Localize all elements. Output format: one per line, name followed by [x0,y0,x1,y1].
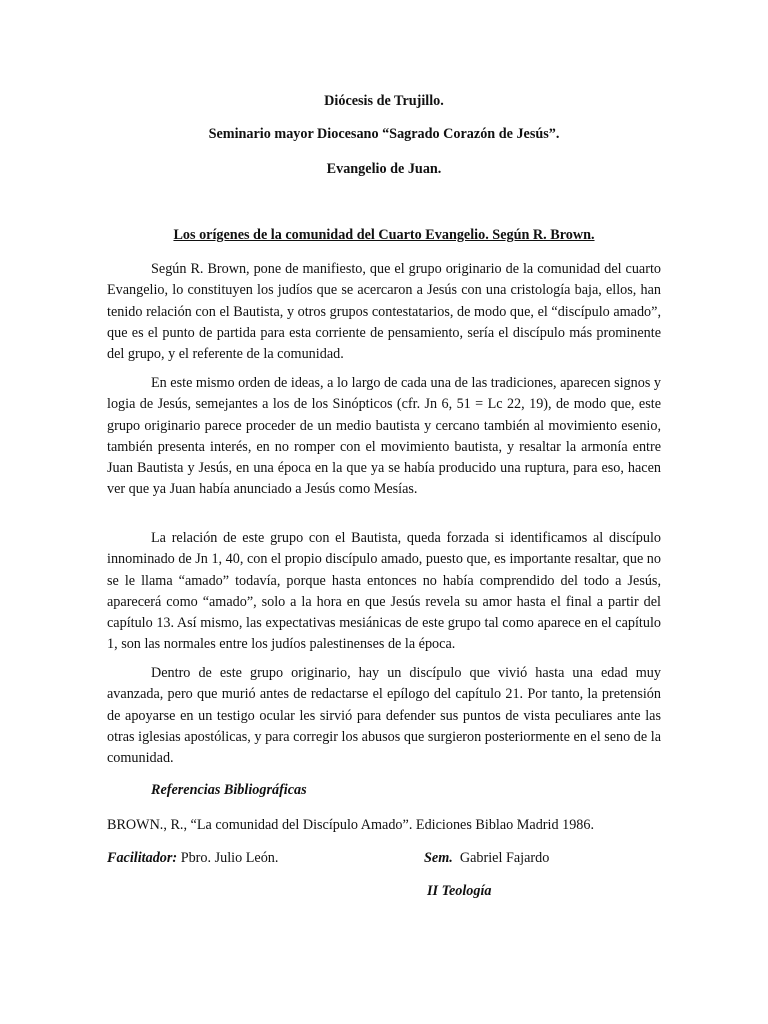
document-title: Los orígenes de la comunidad del Cuarto Evangelio. Según R. Brown. [173,227,595,243]
paragraph-2: En este mismo orden de ideas, a lo largo de cada una de las tradiciones, aparecen signos y logia de Jesús, semejantes a los de los Sinópticos (cfr. Jn 6, 51 = Lc 22, 19), de modo que, este grupo originario parece proceder de un medio bautista y cercano también al movimiento esenio, también presenta interés, en no romper con el movimiento bautista, y resaltar la armonía entre Juan Bautista y Jesús, en una época en la que ya se había producido una ruptura, para eso, hacen ver que ya Juan había anunciado a Jesús como Mesías. [107,375,661,498]
seminarian-name: Gabriel Fajardo [452,850,550,866]
seminarian-block [424,849,549,867]
paragraph-1: Según R. Brown, pone de manifiesto, que el grupo originario de la comunidad del cuarto Evangelio, lo constituyen los judíos que se acercaron a Jesús con una cristología baja, ellos, han tenido relación con el Bautista, y otros grupos contestatarios, de modo que, el “discípulo amado”, que es el punto de partida para esta corriente de pensamiento, sería el discípulo más prominente del grupo, y el referente de la comunidad. [107,261,661,363]
facilitator-label: Facilitador: [107,850,178,866]
seminarian-label: Sem. [424,850,453,866]
references-heading: Referencias Bibliográficas [151,782,307,798]
paragraph-4: Dentro de este grupo originario, hay un discípulo que vivió hasta una edad muy avanzada, pero que murió antes de redactarse el epílogo del capítulo 21. Por tanto, la pretensión de apoyarse en un testigo ocular les sirvió para defender sus puntos de vista peculiares ante las otras iglesias apostólicas, y para corregir los abusos que surgieron posteriormente en el seno de la comunidad. [107,665,661,767]
paragraph-3: La relación de este grupo con el Bautista, queda forzada si identificamos al discípulo innominado de Jn 1, 40, con el propio discípulo amado, puesto que, es importante resaltar, que no se le llama “amado” todavía, porque hasta entonces no había comprendido del todo a Jesús, aparecerá como “amado”, solo a la hora en que Jesús revela su amor hasta el final a partir del capítulo 13. Así mismo, las expectativas mesiánicas de este grupo tal como aparece en el capítulo 1, son las normales entre los judíos palestinenses de la época. [107,530,661,653]
facilitator-name: Pbro. Julio León. [177,850,279,866]
reference-entry: BROWN., R., “La comunidad del Discípulo Amado”. Ediciones Biblao Madrid 1986. [107,817,595,833]
diocese-heading: Diócesis de Trujillo. [324,93,444,109]
course-level: II Teología [427,883,492,899]
seminary-heading: Seminario mayor Diocesano “Sagrado Corazón de Jesús”. [208,126,560,142]
course-heading: Evangelio de Juan. [326,161,442,177]
facilitator-block [107,849,278,867]
